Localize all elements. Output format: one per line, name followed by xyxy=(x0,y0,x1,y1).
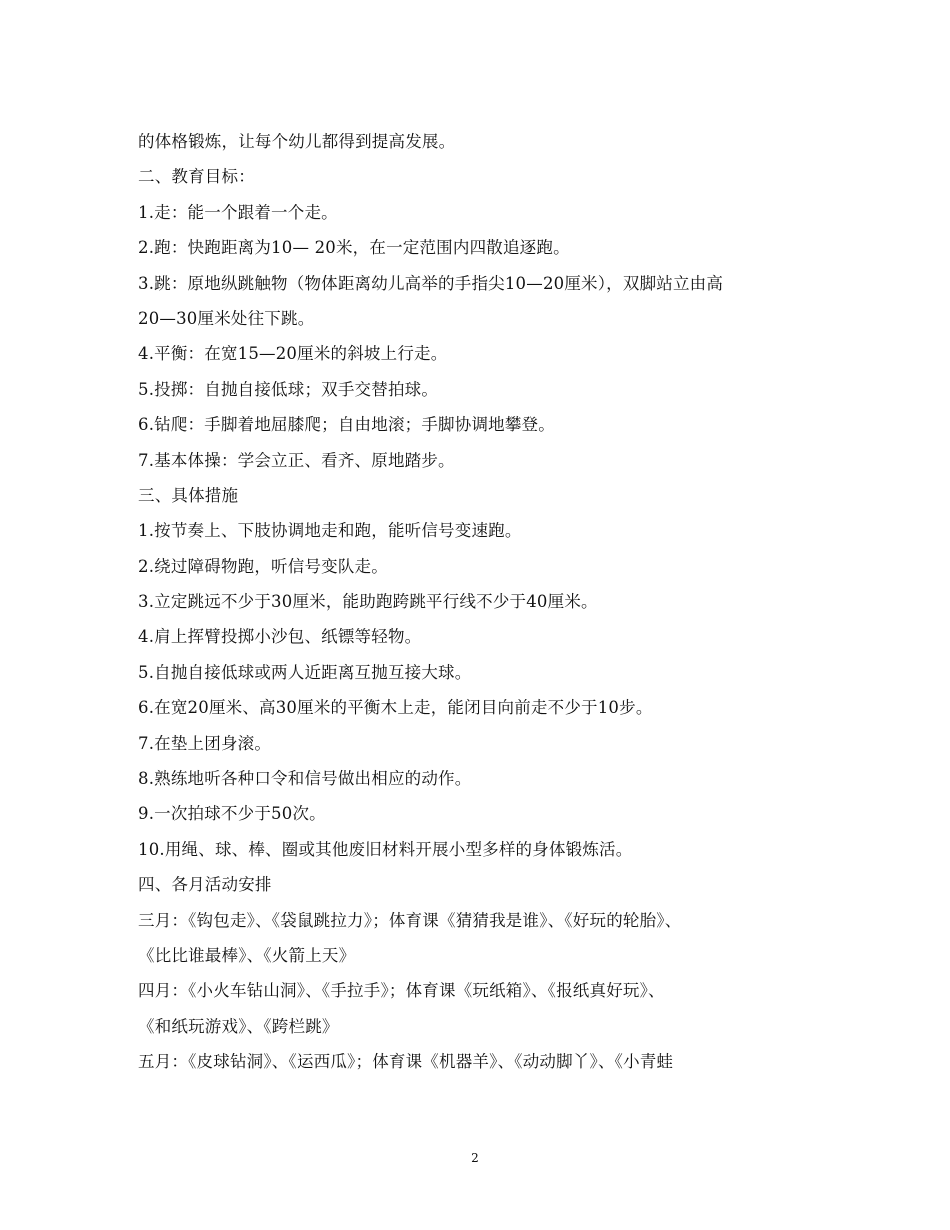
list-item: 4.肩上挥臂投掷小沙包、纸镖等轻物。 xyxy=(138,627,422,647)
list-item: 8.熟练地听各种口令和信号做出相应的动作。 xyxy=(138,769,472,789)
page-number: 2 xyxy=(471,1151,479,1165)
list-item: 2.绕过障碍物跑，听信号变队走。 xyxy=(138,556,388,576)
list-item: 6.在宽20厘米、高30厘米的平衡木上走，能闭目向前走不少于10步。 xyxy=(138,698,653,718)
list-item: 10.用绳、球、棒、圈或其他废旧材料开展小型多样的身体锻炼活。 xyxy=(138,839,633,859)
list-item: 6.钻爬：手脚着地屈膝爬；自由地滚；手脚协调地攀登。 xyxy=(138,415,555,435)
month-schedule-continuation: 《比比谁最棒》、《火箭上天》 xyxy=(138,945,356,965)
list-item: 2.跑：快跑距离为10— 20米，在一定范围内四散追逐跑。 xyxy=(138,238,570,258)
list-item: 3.立定跳远不少于30厘米，能助跑跨跳平行线不少于40厘米。 xyxy=(138,592,598,612)
section-heading: 二、教育目标： xyxy=(138,167,255,187)
month-schedule: 四月：《小火车钻山洞》、《手拉手》；体育课《玩纸箱》、《报纸真好玩》、 xyxy=(138,981,665,1001)
list-item: 1.走：能一个跟着一个走。 xyxy=(138,202,338,222)
list-item: 9.一次拍球不少于50次。 xyxy=(138,804,326,824)
list-item: 3.跳：原地纵跳触物（物体距离幼儿高举的手指尖10—20厘米），双脚站立由高 xyxy=(138,273,724,293)
section-heading: 三、具体措施 xyxy=(138,485,239,505)
list-item: 5.自抛自接低球或两人近距离互抛互接大球。 xyxy=(138,662,472,682)
section-heading: 四、各月活动安排 xyxy=(138,875,272,895)
list-item: 5.投掷：自抛自接低球；双手交替拍球。 xyxy=(138,379,439,399)
text-line: 的体格锻炼，让每个幼儿都得到提高发展。 xyxy=(138,132,456,151)
list-item-continuation: 20—30厘米处往下跳。 xyxy=(138,308,315,328)
body-text xyxy=(138,124,828,1080)
month-schedule: 三月：《钩包走》、《袋鼠跳拉力》；体育课《猜猜我是谁》、《好玩的轮胎》、 xyxy=(138,910,682,930)
list-item: 7.基本体操：学会立正、看齐、原地踏步。 xyxy=(138,450,455,470)
list-item: 1.按节奏上、下肢协调地走和跑，能听信号变速跑。 xyxy=(138,521,522,541)
list-item: 4.平衡：在宽15—20厘米的斜坡上行走。 xyxy=(138,344,448,364)
month-schedule: 五月：《皮球钻洞》、《运西瓜》；体育课《机器羊》、《动动脚丫》、《小青蛙 xyxy=(138,1052,674,1072)
month-schedule-continuation: 《和纸玩游戏》、《跨栏跳》 xyxy=(138,1016,339,1036)
list-item: 7.在垫上团身滚。 xyxy=(138,733,272,753)
